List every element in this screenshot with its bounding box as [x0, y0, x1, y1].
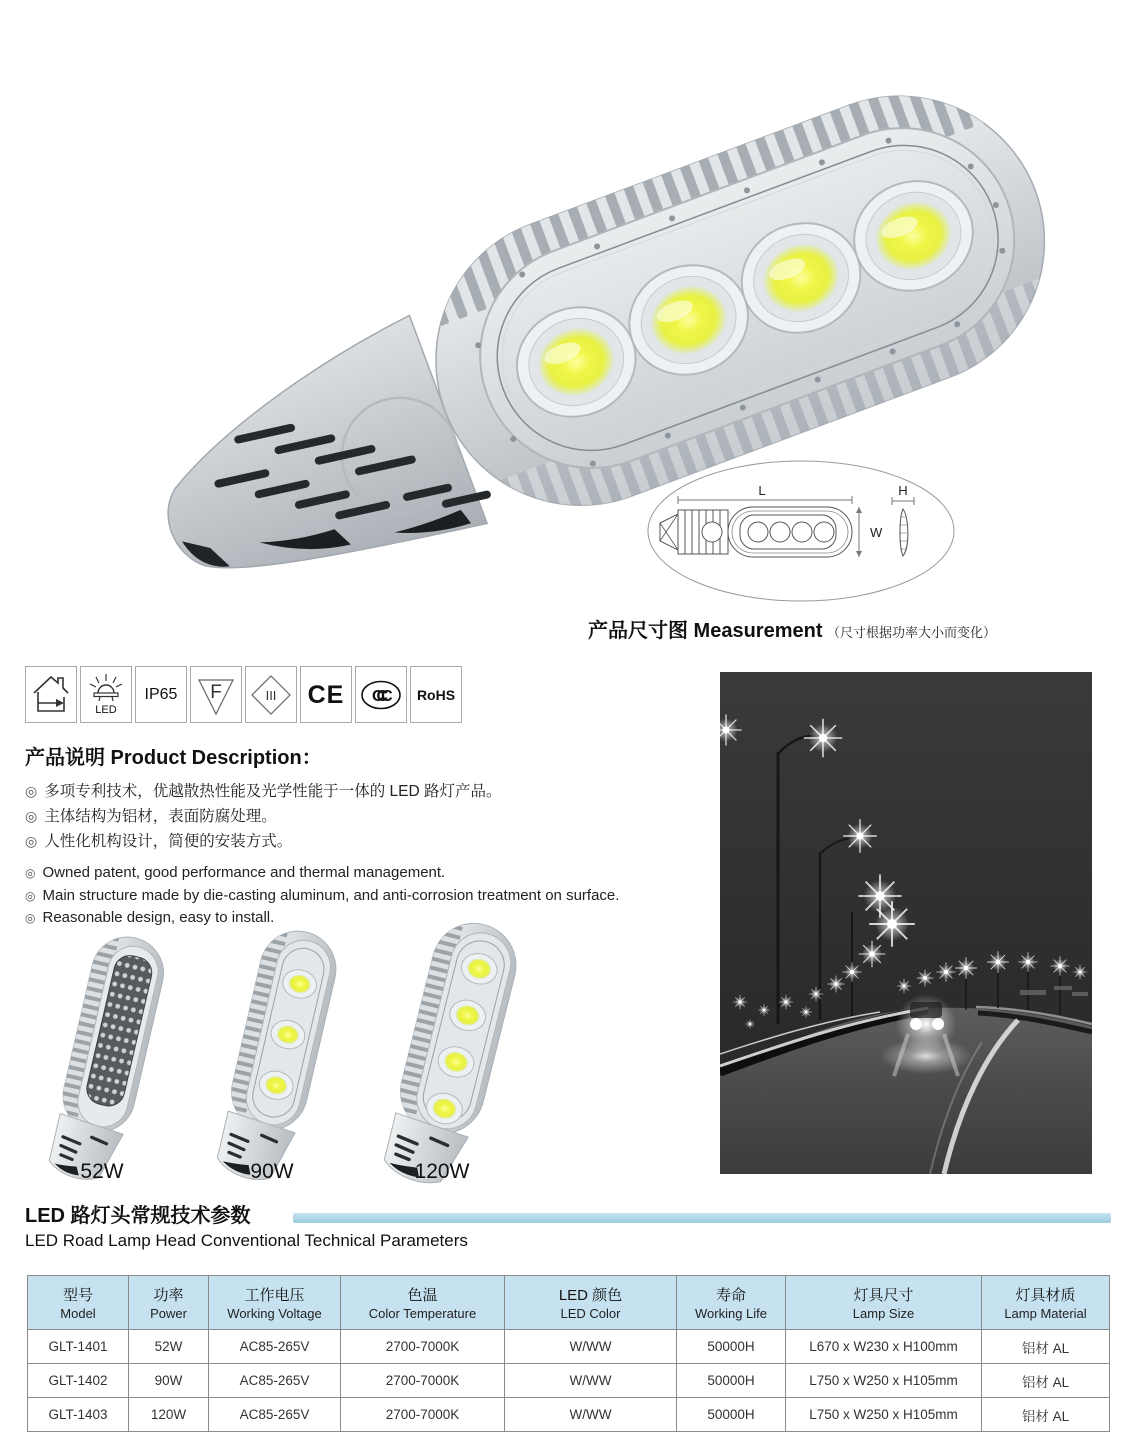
- rohs-icon: RoHS: [410, 666, 462, 723]
- table-row: [28, 1330, 1110, 1364]
- cell-voltage: AC85-265V: [209, 1330, 341, 1364]
- section-title-zh: LED 路灯头常规技术参数: [25, 1205, 251, 1227]
- product-description: [25, 741, 695, 930]
- cell-led-color: W/WW: [505, 1330, 677, 1364]
- class-iii-icon: [245, 666, 297, 723]
- col-led-color: LED 颜色 LED Color: [505, 1276, 677, 1330]
- variant-image-90w: [192, 922, 357, 1188]
- table-row: [28, 1398, 1110, 1432]
- description-line-en: ◎ Main structure made by die-casting aluminum, and anti-corrosion treatment on surface.: [25, 886, 620, 904]
- spec-table: [27, 1275, 1110, 1432]
- cell-led-color: W/WW: [505, 1364, 677, 1398]
- dim-h-label: H: [898, 483, 908, 498]
- description-line-cn: ◎ 主体结构为铝材，表面防腐处理。: [25, 808, 277, 825]
- spec-table-header-row: [28, 1276, 1110, 1330]
- ccc-icon: [355, 666, 407, 723]
- led-icon: [80, 666, 132, 723]
- measurement-caption-note: （尺寸根据功率大小而变化）: [826, 625, 996, 640]
- measurement-caption: [588, 614, 1128, 643]
- cell-lamp-material: 铝材 AL: [982, 1330, 1110, 1364]
- description-line-cn: ◎ 人性化机构设计，简便的安装方式。: [25, 833, 293, 850]
- col-working-life: 寿命 Working Life: [677, 1276, 786, 1330]
- cell-lamp-size: L750 x W250 x H105mm: [786, 1364, 982, 1398]
- svg-text:F: F: [210, 681, 222, 703]
- variant-image-52w: [22, 926, 187, 1188]
- ce-icon: [300, 666, 352, 723]
- cell-power: 52W: [129, 1330, 209, 1364]
- dim-w-label: W: [870, 525, 883, 540]
- measurement-diagram: [640, 455, 970, 607]
- cell-voltage: AC85-265V: [209, 1364, 341, 1398]
- cell-color-temp: 2700-7000K: [341, 1398, 505, 1432]
- cell-working-life: 50000H: [677, 1364, 786, 1398]
- section-title-en: LED Road Lamp Head Conventional Technical Parameters: [25, 1231, 468, 1250]
- cell-voltage: AC85-265V: [209, 1398, 341, 1432]
- variant-image-120w: [360, 916, 538, 1190]
- cell-color-temp: 2700-7000K: [341, 1364, 505, 1398]
- f-triangle-icon: [190, 666, 242, 723]
- description-line-cn: ◎ 多项专利技术，优越散热性能及光学性能于一体的 LED 路灯产品。: [25, 783, 502, 800]
- variant-label-120w: 120W: [414, 1160, 470, 1183]
- measurement-caption-text: 产品尺寸图 Measurement: [588, 620, 823, 642]
- variant-label-52w: 52W: [80, 1160, 124, 1183]
- col-lamp-material: 灯具材质 Lamp Material: [982, 1276, 1110, 1330]
- cell-model: GLT-1401: [28, 1330, 129, 1364]
- cell-working-life: 50000H: [677, 1330, 786, 1364]
- svg-text:LED: LED: [95, 703, 117, 716]
- cell-lamp-material: 铝材 AL: [982, 1364, 1110, 1398]
- cell-color-temp: 2700-7000K: [341, 1330, 505, 1364]
- description-line-en: ◎ Reasonable design, easy to install.: [25, 909, 275, 926]
- variant-label-90w: 90W: [250, 1160, 294, 1183]
- col-lamp-size: 灯具尺寸 Lamp Size: [786, 1276, 982, 1330]
- col-model: 型号 Model: [28, 1276, 129, 1330]
- cell-power: 120W: [129, 1398, 209, 1432]
- outdoor-house-icon: [25, 666, 77, 723]
- dim-l-label: L: [758, 483, 766, 498]
- cell-lamp-size: L670 x W230 x H100mm: [786, 1330, 982, 1364]
- description-title: 产品说明 Product Description：: [25, 747, 322, 769]
- section-accent-bar: [293, 1213, 1111, 1223]
- description-line-en: ◎ Owned patent, good performance and thermal management.: [25, 864, 446, 881]
- ip65-icon: IP65: [135, 666, 187, 723]
- cell-led-color: W/WW: [505, 1398, 677, 1432]
- svg-text:CE: CE: [307, 680, 345, 709]
- cell-lamp-material: 铝材 AL: [982, 1398, 1110, 1432]
- svg-text:CCC: CCC: [372, 687, 386, 705]
- cell-model: GLT-1402: [28, 1364, 129, 1398]
- cell-power: 90W: [129, 1364, 209, 1398]
- col-working-voltage: 工作电压 Working Voltage: [209, 1276, 341, 1330]
- cell-working-life: 50000H: [677, 1398, 786, 1432]
- col-power: 功率 Power: [129, 1276, 209, 1330]
- col-color-temperature: 色温 Color Temperature: [341, 1276, 505, 1330]
- table-row: [28, 1364, 1110, 1398]
- certification-row: [25, 666, 462, 723]
- svg-text:III: III: [265, 687, 277, 703]
- cell-lamp-size: L750 x W250 x H105mm: [786, 1398, 982, 1432]
- cell-model: GLT-1403: [28, 1398, 129, 1432]
- night-road-photo: [720, 672, 1092, 1174]
